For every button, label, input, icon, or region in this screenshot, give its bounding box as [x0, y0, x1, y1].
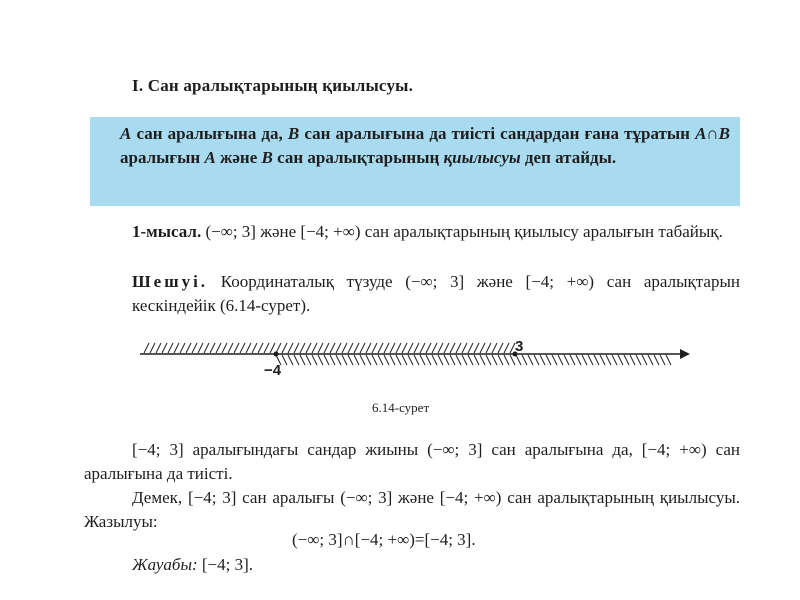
hatch-mark: [156, 343, 161, 353]
hatch-mark: [468, 343, 473, 353]
hatch-mark: [414, 343, 419, 353]
hatch-mark: [540, 355, 545, 365]
def-intersection: A∩B: [695, 124, 730, 143]
hatch-mark: [426, 355, 431, 365]
hatch-mark: [444, 355, 449, 365]
hatch-mark: [348, 343, 353, 353]
hatch-mark: [174, 343, 179, 353]
hatch-mark: [168, 343, 173, 353]
hatch-mark: [192, 343, 197, 353]
label-minus-four: −4: [264, 362, 282, 379]
hatch-mark: [324, 355, 329, 365]
hatch-mark: [300, 343, 305, 353]
def-text-3: аралығын: [120, 148, 205, 167]
hatch-mark: [372, 355, 377, 365]
hatch-mark: [144, 343, 149, 353]
number-line-figure: [140, 336, 700, 372]
hatch-mark: [498, 343, 503, 353]
point-minus-four: [274, 352, 279, 357]
hatch-mark: [288, 355, 293, 365]
hatch-mark: [354, 343, 359, 353]
hatch-mark: [582, 355, 587, 365]
hatch-mark: [600, 355, 605, 365]
body-paragraph-2: Демек, [−4; 3] сан аралығы (−∞; 3] және [−4; +∞) сан аралықтарының қиылысуы. Жазылуы:: [84, 488, 740, 531]
hatch-right-interval: [276, 355, 671, 365]
hatch-mark: [342, 343, 347, 353]
hatch-mark: [336, 343, 341, 353]
hatch-mark: [396, 343, 401, 353]
hatch-mark: [318, 343, 323, 353]
hatch-mark: [462, 355, 467, 365]
def-term: қиылысуы: [443, 148, 521, 167]
hatch-mark: [480, 355, 485, 365]
hatch-mark: [366, 355, 371, 365]
hatch-mark: [450, 343, 455, 353]
hatch-mark: [240, 343, 245, 353]
hatch-mark: [276, 343, 281, 353]
hatch-mark: [396, 355, 401, 365]
hatch-mark: [306, 355, 311, 365]
hatch-mark: [150, 343, 155, 353]
hatch-mark: [492, 343, 497, 353]
hatch-mark: [522, 355, 527, 365]
hatch-mark: [324, 343, 329, 353]
hatch-mark: [270, 343, 275, 353]
hatch-mark: [360, 343, 365, 353]
hatch-mark: [432, 355, 437, 365]
hatch-mark: [408, 343, 413, 353]
hatch-mark: [264, 343, 269, 353]
figure-caption: 6.14-сурет: [372, 400, 430, 415]
hatch-mark: [360, 355, 365, 365]
hatch-mark: [402, 343, 407, 353]
axis-arrow-icon: [680, 349, 690, 359]
hatch-mark: [498, 355, 503, 365]
hatch-mark: [186, 343, 191, 353]
hatch-mark: [654, 355, 659, 365]
example-text: (−∞; 3] және [−4; +∞) сан аралықтарының қиылысу аралығын табайық.: [201, 222, 723, 241]
hatch-mark: [630, 355, 635, 365]
solution-text: Координаталық түзуде (−∞; 3] және [−4; +∞) сан аралықтарын кескіндейік (6.14-сурет).: [132, 272, 740, 315]
hatch-mark: [426, 343, 431, 353]
hatch-mark: [228, 343, 233, 353]
hatch-mark: [642, 355, 647, 365]
def-text-5: сан аралықтарының: [272, 148, 444, 167]
hatch-mark: [504, 355, 509, 365]
hatch-mark: [618, 355, 623, 365]
hatch-mark: [222, 343, 227, 353]
solution-paragraph: [132, 270, 740, 318]
hatch-left-interval: [144, 343, 515, 353]
hatch-mark: [384, 343, 389, 353]
hatch-mark: [414, 355, 419, 365]
answer-value: [−4; 3].: [197, 555, 254, 574]
hatch-mark: [390, 343, 395, 353]
hatch-mark: [402, 355, 407, 365]
hatch-mark: [666, 355, 671, 365]
hatch-mark: [282, 355, 287, 365]
hatch-mark: [450, 355, 455, 365]
hatch-mark: [432, 343, 437, 353]
hatch-mark: [336, 355, 341, 365]
hatch-mark: [420, 355, 425, 365]
hatch-mark: [528, 355, 533, 365]
hatch-mark: [474, 343, 479, 353]
section-heading: I. Сан аралықтарының қиылысуы.: [132, 76, 414, 95]
hatch-mark: [516, 355, 521, 365]
hatch-mark: [378, 355, 383, 365]
hatch-mark: [606, 355, 611, 365]
hatch-mark: [198, 343, 203, 353]
example-paragraph: [132, 220, 740, 244]
hatch-mark: [612, 355, 617, 365]
hatch-mark: [492, 355, 497, 365]
hatch-mark: [594, 355, 599, 365]
hatch-mark: [504, 343, 509, 353]
hatch-mark: [534, 355, 539, 365]
hatch-mark: [564, 355, 569, 365]
hatch-mark: [456, 355, 461, 365]
hatch-mark: [258, 343, 263, 353]
hatch-mark: [294, 343, 299, 353]
hatch-mark: [306, 343, 311, 353]
hatch-mark: [294, 355, 299, 365]
hatch-mark: [648, 355, 653, 365]
label-three: 3: [515, 338, 524, 355]
answer-label: Жауабы:: [132, 555, 198, 574]
formula: (−∞; 3]∩[−4; +∞)=[−4; 3].: [292, 530, 476, 549]
hatch-mark: [330, 355, 335, 365]
hatch-mark: [438, 355, 443, 365]
hatch-mark: [312, 355, 317, 365]
hatch-mark: [456, 343, 461, 353]
hatch-mark: [570, 355, 575, 365]
def-b2: B: [261, 148, 273, 167]
hatch-mark: [312, 343, 317, 353]
hatch-mark: [162, 343, 167, 353]
hatch-mark: [474, 355, 479, 365]
def-text-4: және: [215, 148, 262, 167]
hatch-mark: [468, 355, 473, 365]
hatch-mark: [486, 355, 491, 365]
hatch-mark: [318, 355, 323, 365]
hatch-mark: [438, 343, 443, 353]
hatch-mark: [486, 343, 491, 353]
example-label: 1-мысал.: [132, 222, 202, 241]
hatch-mark: [408, 355, 413, 365]
def-text-6: деп атайды.: [520, 148, 617, 167]
hatch-mark: [558, 355, 563, 365]
hatch-mark: [366, 343, 371, 353]
def-b: B: [287, 124, 300, 143]
hatch-mark: [624, 355, 629, 365]
hatch-mark: [420, 343, 425, 353]
hatch-mark: [444, 343, 449, 353]
def-a: A: [120, 124, 132, 143]
hatch-mark: [462, 343, 467, 353]
hatch-mark: [204, 343, 209, 353]
body-paragraph-1: [−4; 3] аралығындағы сандар жиыны (−∞; 3] сан аралығына да, [−4; +∞) сан аралығына да тиісті.: [84, 440, 740, 483]
hatch-mark: [480, 343, 485, 353]
hatch-mark: [234, 343, 239, 353]
def-text-1: сан аралығына да,: [131, 124, 288, 143]
def-a2: A: [204, 148, 216, 167]
hatch-mark: [510, 355, 515, 365]
hatch-mark: [342, 355, 347, 365]
hatch-mark: [210, 343, 215, 353]
hatch-mark: [180, 343, 185, 353]
hatch-mark: [300, 355, 305, 365]
hatch-mark: [288, 343, 293, 353]
solution-label: Шешуі.: [132, 272, 209, 291]
hatch-mark: [576, 355, 581, 365]
hatch-mark: [660, 355, 665, 365]
hatch-mark: [384, 355, 389, 365]
hatch-mark: [378, 343, 383, 353]
hatch-mark: [354, 355, 359, 365]
hatch-mark: [330, 343, 335, 353]
hatch-mark: [252, 343, 257, 353]
answer-line: [132, 555, 253, 575]
hatch-mark: [552, 355, 557, 365]
hatch-mark: [216, 343, 221, 353]
definition-text: [120, 122, 730, 170]
hatch-mark: [588, 355, 593, 365]
hatch-mark: [372, 343, 377, 353]
hatch-mark: [636, 355, 641, 365]
hatch-mark: [546, 355, 551, 365]
def-text-2: сан аралығына да тиісті сандардан ғана тұратын: [299, 124, 696, 143]
hatch-mark: [246, 343, 251, 353]
hatch-mark: [348, 355, 353, 365]
hatch-mark: [282, 343, 287, 353]
hatch-mark: [390, 355, 395, 365]
